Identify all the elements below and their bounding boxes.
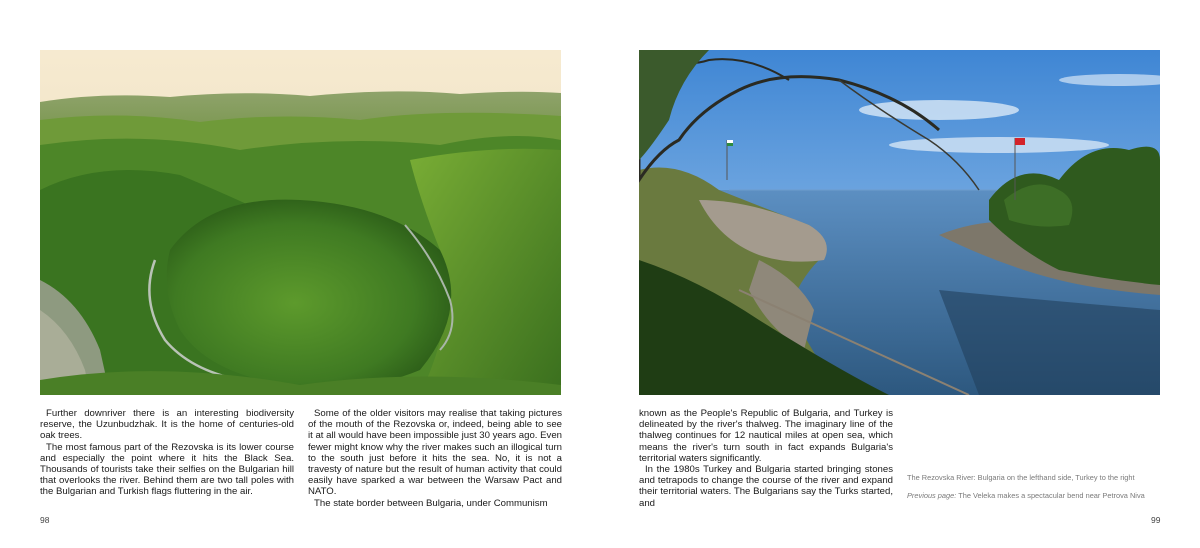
paragraph: known as the People's Republic of Bulgaria, and Turkey is delineated by the river's thalweg. The imaginary line of the thalweg continues for 12 nautical miles at open sea, which means the river's turn south in fact expands Bulgaria's territorial waters significantly.	[639, 408, 893, 464]
paragraph: Some of the older visitors may realise that taking pictures of the mouth of the Rezovska or, indeed, being able to see it at all would have been impossible just 30 years ago. Even fewer might know why the river makes such an illogical turn to the south just before it hits the sea. No, it is not a travesty of nature but the result of human activity that could easily have sparked a war between the Warsaw Pact and NATO.	[308, 408, 562, 498]
paragraph: Further downriver there is an interesting biodiversity reserve, the Uzunbudzhak. It is the home of centuries-old oak trees.	[40, 408, 294, 442]
rezovska-mouth-photo	[639, 50, 1160, 395]
left-text-column-2	[308, 408, 562, 509]
paragraph: In the 1980s Turkey and Bulgaria started bringing stones and tetrapods to change the course of the river and expand their territorial waters. The Bulgarians say the Turks started, and	[639, 464, 893, 509]
page-number-left: 98	[40, 515, 50, 525]
left-text-column-1	[40, 408, 294, 498]
previous-page-caption	[907, 491, 1160, 501]
photo-caption: The Rezovska River: Bulgaria on the lefthand side, Turkey to the right	[907, 473, 1135, 482]
paragraph: The state border between Bulgaria, under Communism	[314, 497, 548, 509]
caption-label: Previous page:	[907, 491, 957, 500]
right-text-column	[639, 408, 893, 509]
veleka-meander-photo	[40, 50, 561, 395]
paragraph: The most famous part of the Rezovska is its lower course and especially the point where it hits the Black Sea. Thousands of tourists take their selfies on the Bulgarian hill that overlooks the river. Behind them are two tall poles with the Bulgarian and Turkish flags fluttering in the air.	[40, 441, 294, 498]
page-number-right: 99	[1151, 515, 1161, 525]
caption-text: The Veleka makes a spectacular bend near Petrova Niva	[956, 491, 1145, 500]
